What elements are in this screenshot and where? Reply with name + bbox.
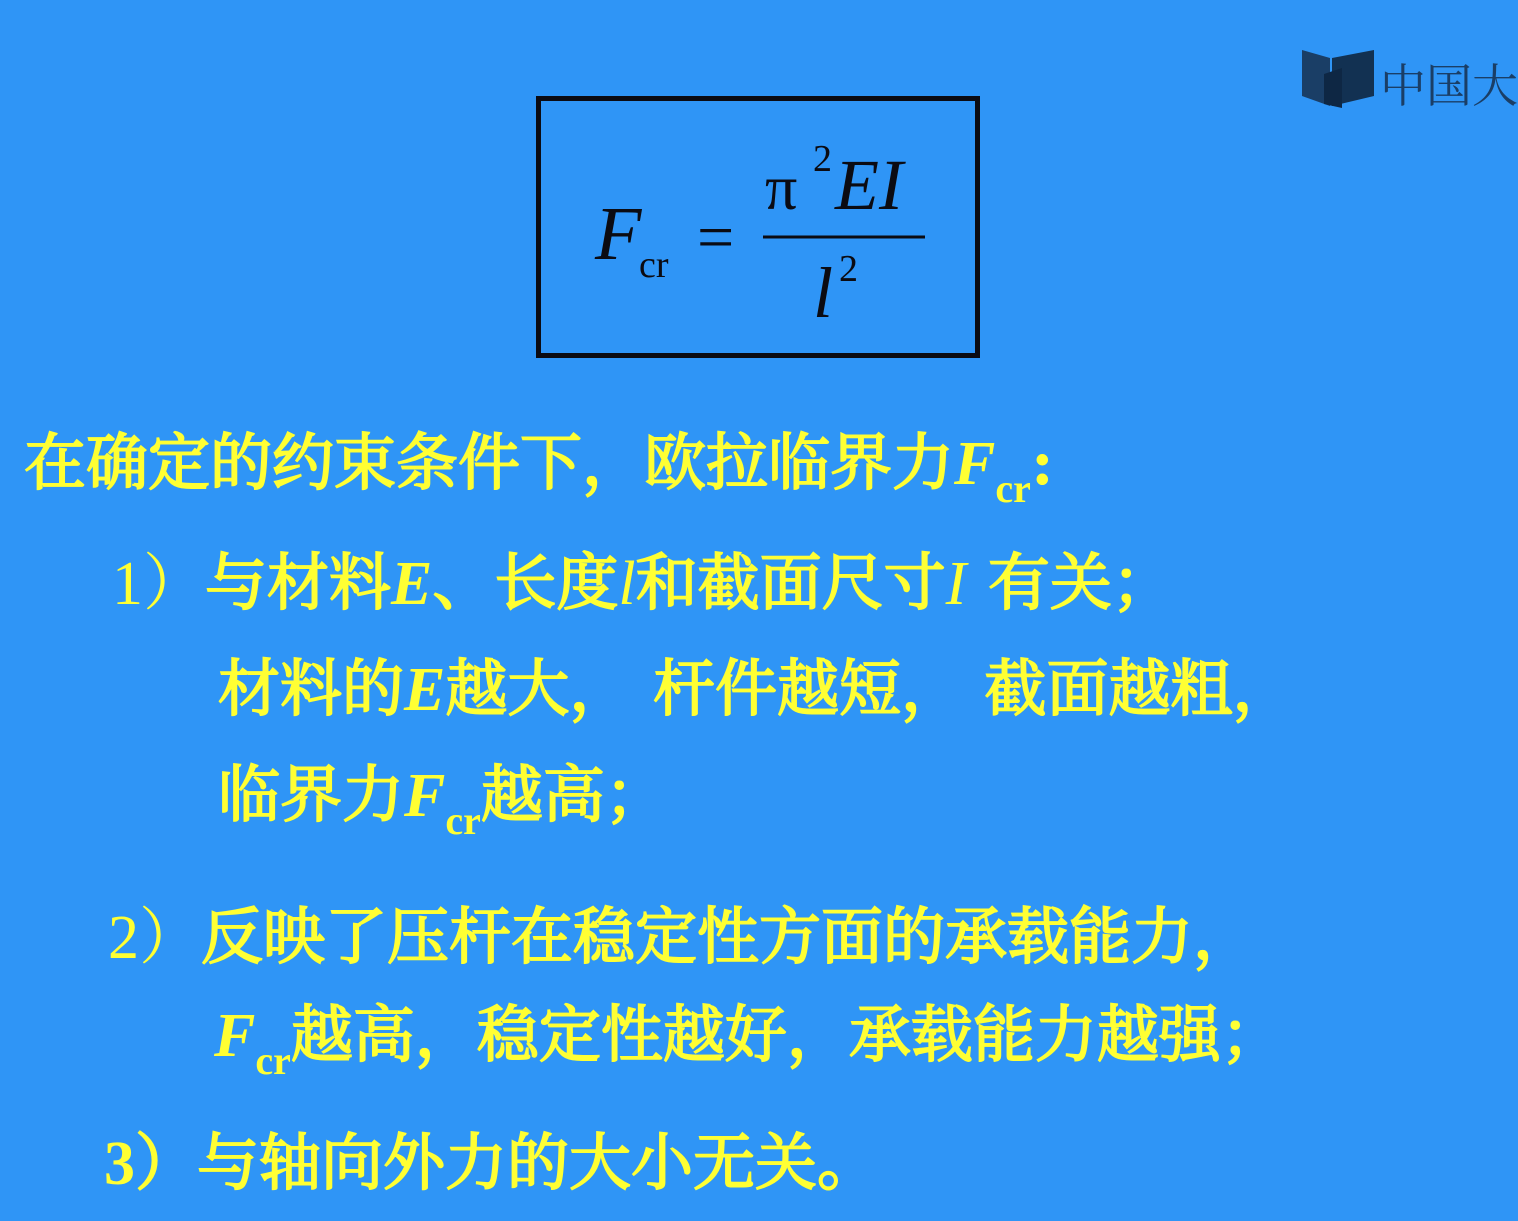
formula-pi: π xyxy=(765,152,798,223)
formula-lhs-subscript: cr xyxy=(639,244,669,286)
symbol-fcr-2-subscript: cr xyxy=(255,1038,291,1083)
intro-line xyxy=(24,426,1054,511)
point1-text-c: 和截面尺寸 xyxy=(635,546,946,619)
euler-formula-box xyxy=(536,96,980,358)
formula-denominator-var: l xyxy=(813,253,834,333)
point3-line xyxy=(104,1126,880,1199)
logo-text: 中国大 xyxy=(1380,59,1518,113)
point1-number: 1） xyxy=(112,550,206,618)
point1-line3 xyxy=(218,758,667,843)
intro-text: 在确定的约束条件下，欧拉临界力 xyxy=(24,426,955,499)
logo xyxy=(1300,44,1518,114)
intro-colon: : xyxy=(1030,426,1054,499)
symbol-fcr-2: F xyxy=(214,1002,256,1070)
point2-line2 xyxy=(214,998,1283,1083)
book-icon xyxy=(1300,44,1380,114)
point2-text: 反映了压杆在稳定性方面的承载能力， xyxy=(201,900,1256,973)
point1-line3-text-a: 临界力 xyxy=(218,758,405,831)
euler-formula xyxy=(541,101,975,353)
point1-line2 xyxy=(218,652,1295,725)
intro-symbol: F xyxy=(954,430,996,498)
point2-line2-text: 越高，稳定性越好，承载能力越强； xyxy=(290,998,1283,1071)
symbol-e-2: E xyxy=(404,656,446,724)
symbol-fcr: F xyxy=(404,762,446,830)
point1-text-b: 、长度 xyxy=(432,546,619,619)
formula-pi-exponent: 2 xyxy=(813,138,832,180)
point2-line1 xyxy=(108,900,1256,973)
symbol-i: I xyxy=(945,550,967,618)
formula-lhs-symbol: F xyxy=(595,192,642,276)
point1-text-d: 有关； xyxy=(966,546,1174,619)
formula-denominator-exponent: 2 xyxy=(839,248,858,290)
point1-line3-text-b: 越高； xyxy=(480,758,667,831)
point2-number: 2） xyxy=(108,904,202,972)
point1-line1 xyxy=(112,546,1174,619)
formula-numerator-vars: EI xyxy=(835,145,903,225)
symbol-l: l xyxy=(618,550,636,618)
point1-line2-text-a: 材料的 xyxy=(218,652,405,725)
symbol-fcr-subscript: cr xyxy=(445,798,481,843)
point3-number: 3） xyxy=(104,1130,198,1198)
intro-subscript: cr xyxy=(995,466,1031,511)
symbol-e: E xyxy=(391,550,433,618)
point1-text-a: 与材料 xyxy=(205,546,392,619)
point1-line2-text-b: 越大， 杆件越短， 截面越粗， xyxy=(445,652,1295,725)
formula-equals: = xyxy=(697,201,735,274)
point3-text: 与轴向外力的大小无关。 xyxy=(197,1126,880,1199)
